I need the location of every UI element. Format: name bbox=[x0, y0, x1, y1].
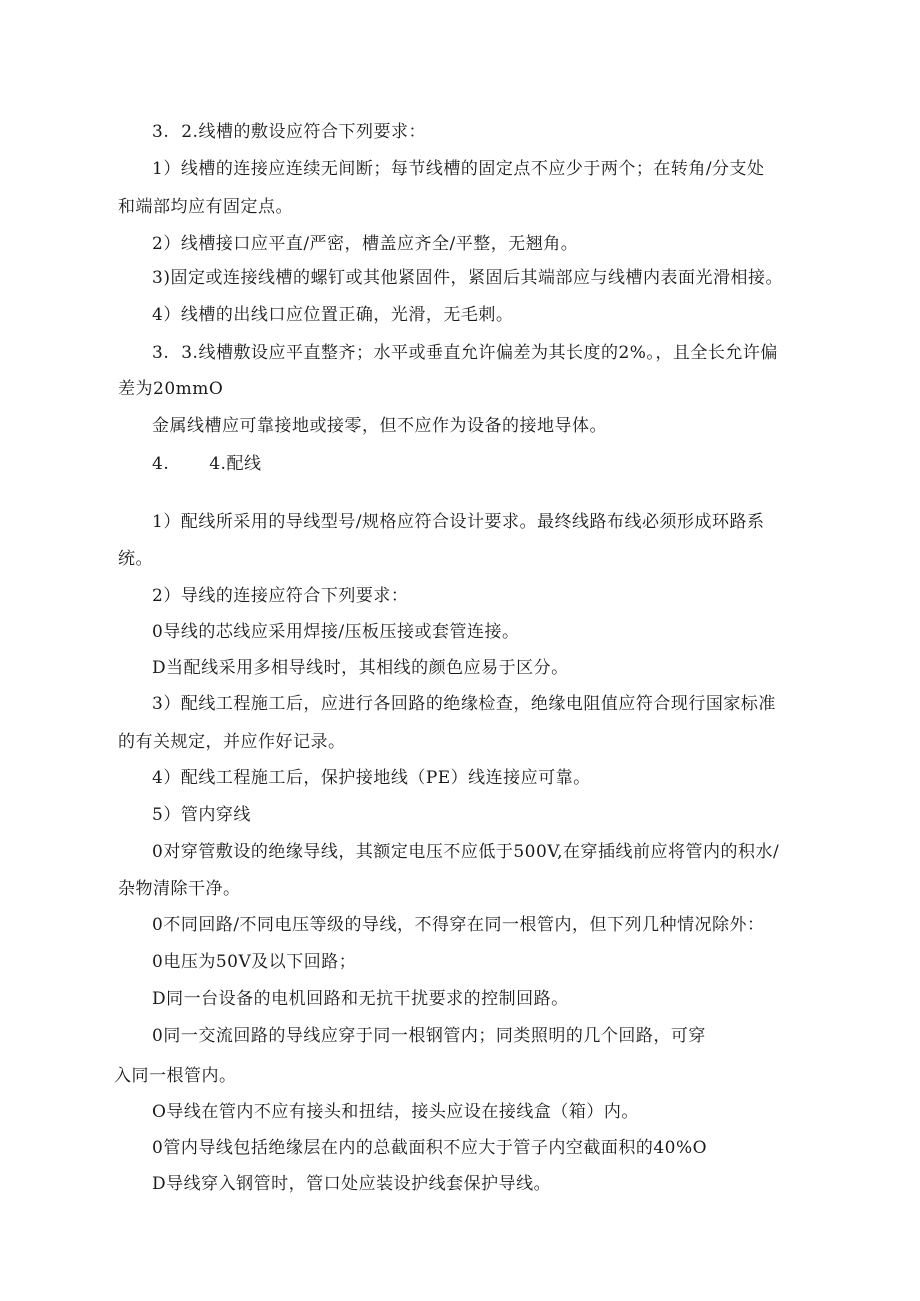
paragraph-line: 3）配线工程施工后，应进行各回路的绝缘检查，绝缘电阻值应符合现行国家标准 bbox=[152, 694, 776, 714]
paragraph-line: D同一台设备的电机回路和无抗干扰要求的控制回路。 bbox=[152, 989, 569, 1009]
paragraph-line: 0同一交流回路的导线应穿于同一根钢管内；同类照明的几个回路，可穿 bbox=[152, 1026, 706, 1046]
paragraph-line: 0对穿管敷设的绝缘导线，其额定电压不应低于500V,在穿插线前应将管内的积水/ bbox=[152, 842, 780, 862]
section-number: 3. bbox=[152, 343, 170, 363]
section-heading-3-3 bbox=[152, 342, 778, 364]
paragraph-line: 1）线槽的连接应连续无间断；每节线槽的固定点不应少于两个；在转角/分支处 bbox=[152, 159, 765, 179]
paragraph-line: 0电压为50V及以下回路； bbox=[152, 952, 357, 972]
paragraph-line: 统。 bbox=[118, 549, 153, 569]
section-title: 4.配线 bbox=[209, 454, 262, 474]
section-number: 4. bbox=[152, 454, 170, 474]
paragraph-line: D导线穿入钢管时，管口处应装设护线套保护导线。 bbox=[152, 1174, 552, 1194]
paragraph-line: 4）线槽的出线口应位置正确，光滑，无毛刺。 bbox=[152, 305, 514, 325]
paragraph-line: O导线在管内不应有接头和扭结，接头应设在接线盒（箱）内。 bbox=[152, 1102, 639, 1122]
paragraph-line: 5）管内穿线 bbox=[152, 805, 251, 825]
paragraph-line: 2）导线的连接应符合下列要求： bbox=[152, 586, 409, 606]
section-heading-4 bbox=[152, 453, 261, 475]
paragraph-line: D当配线采用多相导线时，其相线的颜色应易于区分。 bbox=[152, 658, 569, 678]
paragraph-line: 的有关规定，并应作好记录。 bbox=[118, 732, 346, 752]
paragraph-line: 0导线的芯线应采用焊接/压板压接或套管连接。 bbox=[152, 622, 520, 642]
paragraph-line: 2）线槽接口应平直/严密，槽盖应齐全/平整，无翘角。 bbox=[152, 234, 579, 254]
paragraph-line: 杂物清除干净。 bbox=[118, 879, 241, 899]
section-heading-3-2 bbox=[152, 121, 426, 143]
paragraph-line: 入同一根管内。 bbox=[114, 1066, 237, 1086]
paragraph-line: 差为20mmO bbox=[118, 379, 224, 399]
paragraph-line: 3)固定或连接线槽的螺钉或其他紧固件，紧固后其端部应与线槽内表面光滑相接。 bbox=[152, 268, 783, 288]
section-title: 3.线槽敷设应平直整齐；水平或垂直允许偏差为其长度的2%。，且全长允许偏 bbox=[181, 343, 778, 363]
paragraph-line: 1）配线所采用的导线型号/规格应符合设计要求。最终线路布线必须形成环路系 bbox=[152, 512, 765, 532]
paragraph-line: 0管内导线包括绝缘层在内的总截面积不应大于管子内空截面积的40%O bbox=[152, 1138, 708, 1158]
paragraph-line: 金属线槽应可靠接地或接零，但不应作为设备的接地导体。 bbox=[152, 416, 607, 436]
paragraph-line: 4）配线工程施工后，保护接地线（PE）线连接应可靠。 bbox=[152, 768, 591, 788]
paragraph-line: 和端部均应有固定点。 bbox=[118, 197, 293, 217]
paragraph-line: 0不同回路/不同电压等级的导线，不得穿在同一根管内，但下列几种情况除外： bbox=[152, 915, 765, 935]
section-title: 2.线槽的敷设应符合下列要求： bbox=[181, 122, 426, 142]
section-number: 3. bbox=[152, 122, 170, 142]
